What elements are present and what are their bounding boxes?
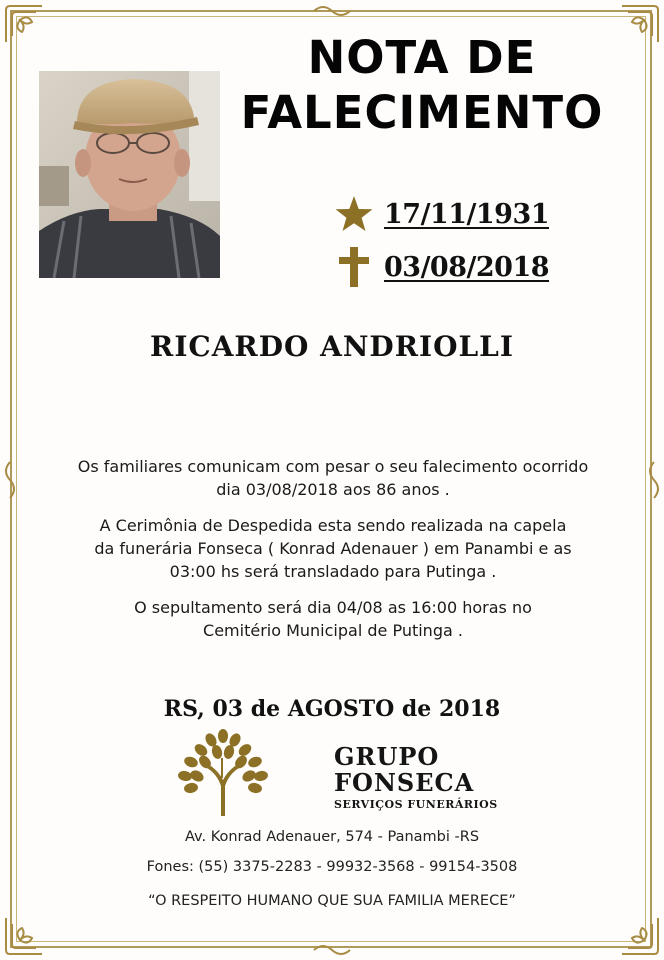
dateline: RS, 03 de AGOSTO de 2018 [163,696,501,722]
brand-name [334,744,498,812]
burial-paragraph [36,596,630,642]
cross-icon [332,245,376,289]
brand-line-2: FONSECA [334,768,475,797]
motto: “O RESPEITO HUMANO QUE SUA FAMILIA MERECE” [148,893,516,909]
paragraph-line: Os familiares comunicam com pesar o seu falecimento ocorrido [77,457,589,476]
corner-ornament-top-left [2,2,48,48]
top-center-ornament [312,3,352,19]
phone-numbers: Fones: (55) 3375-2283 - 99932-3568 - 99154-3508 [146,859,518,875]
ceremony-paragraph [36,514,630,583]
paragraph-line: 03:00 hs será transladado para Putinga . [169,562,497,581]
left-center-ornament [2,460,18,500]
address: Av. Konrad Adenauer, 574 - Panambi -RS [184,829,480,845]
death-date-row [332,245,549,289]
page-title [232,30,612,140]
right-center-ornament [646,460,662,500]
brand-line-1: GRUPO [334,742,440,771]
corner-ornament-bottom-right [616,912,662,958]
title-line-2: FALECIMENTO [240,86,604,139]
deceased-name: RICARDO ANDRIOLLI [150,330,514,363]
brand-tagline: SERVIÇOS FUNERÁRIOS [334,798,498,811]
paragraph-line: A Cerimônia de Despedida esta sendo realizada na capela [99,516,567,535]
paragraph-line: Cemitério Municipal de Putinga . [203,621,463,640]
paragraph-line: dia 03/08/2018 aos 86 anos . [216,480,450,499]
star-icon [332,192,376,236]
corner-ornament-bottom-left [2,912,48,958]
birth-date-row [332,192,549,236]
bottom-center-ornament [312,942,352,958]
announcement-paragraph [36,455,630,501]
corner-ornament-top-right [616,2,662,48]
birth-date: 17/11/1931 [384,198,550,230]
paragraph-line: O sepultamento será dia 04/08 as 16:00 horas no [134,598,532,617]
paragraph-line: da funerária Fonseca ( Konrad Adenauer ) em Panambi e as [94,539,572,558]
portrait-photo [39,71,220,278]
title-line-1: NOTA DE [307,31,537,84]
tree-icon [177,728,269,816]
death-date: 03/08/2018 [384,251,550,283]
